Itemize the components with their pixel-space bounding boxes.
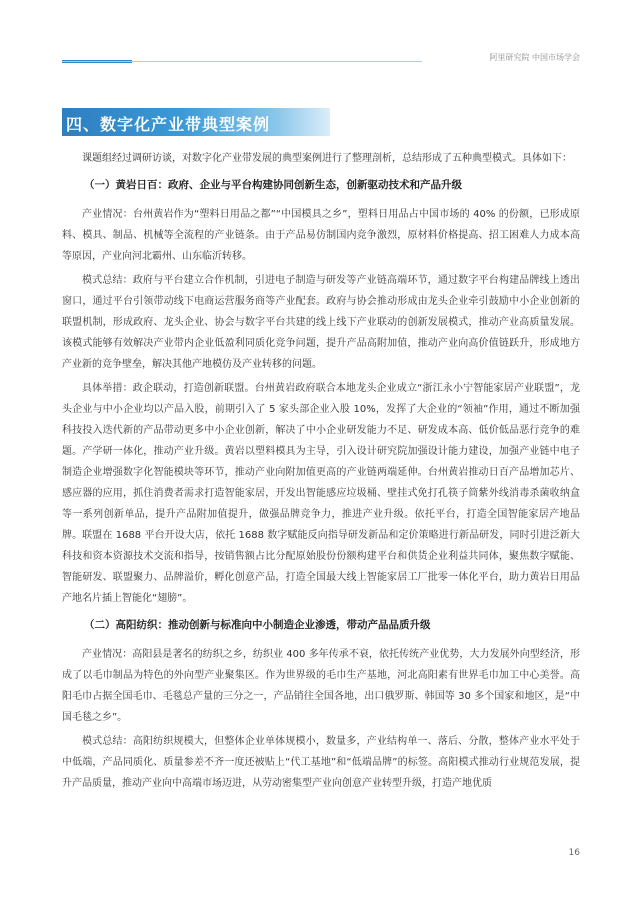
- page-body: [62, 148, 580, 797]
- case1-heading: （一）黄岩日百：政府、企业与平台构建协同创新生态，创新驱动技术和产品升级: [84, 179, 462, 191]
- case2-situation: 产业情况：高阳县是著名的纺织之乡，纺织业 400 多年传承不衰，依托传统产业优势，大力发展外向型经济，形成了以毛巾制品为特色的外向型产业聚集区。作为世界级的毛巾生产基地，河北高阳素有世界毛巾加工中心美誉。高阳毛巾占据全国毛巾、毛毯总产量的三分之一，产品销往全国各地，出口俄罗斯、韩国等 30 多个国家和地区，是“中国毛毯之乡”。: [62, 649, 580, 723]
- header-source: 阿里研究院 中国市场学会: [489, 53, 580, 62]
- case1-summary: 模式总结：政府与平台建立合作机制，引进电子制造与研发等产业链高端环节，通过数字平台构建品牌线上透出窗口，通过平台引领带动线下电商运营服务商等产业配套。政府与协会推动形成由龙头企业牵引鼓励中小企业创新的联盟机制，形成政府、龙头企业、协会与数字平台共建的线上线下产业联动的创新发展模式，推动产业高质量发展。该模式能够有效解决产业带内企业低盈利同质化竞争问题，提升产品高附加值，推动产业向高价值链跃升，形成地方产业新的竞争壁垒，解决其他产地模仿及产业转移的问题。: [62, 275, 580, 370]
- page-number: 16: [568, 848, 580, 858]
- intro-paragraph: 课题组经过调研访谈，对数字化产业带发展的典型案例进行了整理剖析，总结形成了五种典型模式。具体如下：: [82, 153, 572, 164]
- case2-heading: （二）高阳纺织：推动创新与标准向中小制造企业渗透，带动产品品质升级: [84, 619, 431, 631]
- case1-measures: 具体举措：政企联动，打造创新联盟。台州黄岩政府联合本地龙头企业成立“浙江永小宁智能家居产业联盟”，龙头企业与中小企业均以产品入股，前期引入了 5 家头部企业入股 10%，发挥了大企业的“领袖”作用，通过不断加强科技投入迭代新的产品带动更多中小企业创新，解决了中小企业研发能力不足、研发成本高、低价低品恶行竞争的难题。产学研一体化，推动产业升级。黄岩以塑料模具为主导，引入设计研究院加强设计能力建设，加强产业链中电子制造企业增强数字化智能模块等环节，推动产业向附加值更高的产业链两端延伸。台州黄岩推动日百产品增加芯片、感应器的应用，抓住消费者需求打造智能家居，开发出智能感应垃圾桶、壁挂式免打孔筷子筒紫外线消毒杀菌收纳盒等一系列创新单品，提升产品附加值提升，做强品牌竞争力，推进产业升级。依托平台，打造全国智能家居产地品牌。联盟在 1688 平台开设大店，依托 1688 数字赋能反向指导研发新品和定价策略进行新品研发，同时引进泛新大科技和资本资源技术交流和指导，按销售额占比分配原始股份份额构建平台和供货企业利益共同体，聚焦数字赋能、智能研发、联盟聚力、品牌溢价，孵化创意产品，打造全国最大线上智能家居工厂批零一体化平台，助力黄岩日用品产地名片插上智能化“翅膀”。: [62, 383, 580, 604]
- section-title-banner: [62, 108, 330, 136]
- case2-summary: 模式总结：高阳纺织规模大，但整体企业单体规模小，数量多，产业结构单一、落后、分散，整体产业水平处于中低端，产品同质化、质量参差不齐一度还被贴上“代工基地”和“低端品牌”的标签。高阳模式推动行业规范发展，提升产品质量，推动产业向中高端市场迈进，从劳动密集型产业向创意产业转型升级，打造产地优质: [62, 736, 580, 789]
- header-rule: [62, 61, 422, 62]
- case1-situation: 产业情况：台州黄岩作为“塑料日用品之都”“中国模具之乡”，塑料日用品占中国市场的 40% 的份额，已形成原料、模具、制品、机械等全流程的产业链条。由于产品易仿制国内竞争激烈，原材料价格提高、招工困难人力成本高等原因，产业向河北霸州、山东临沂转移。: [62, 209, 580, 262]
- section-title: 四、数字化产业带典型案例: [66, 115, 271, 134]
